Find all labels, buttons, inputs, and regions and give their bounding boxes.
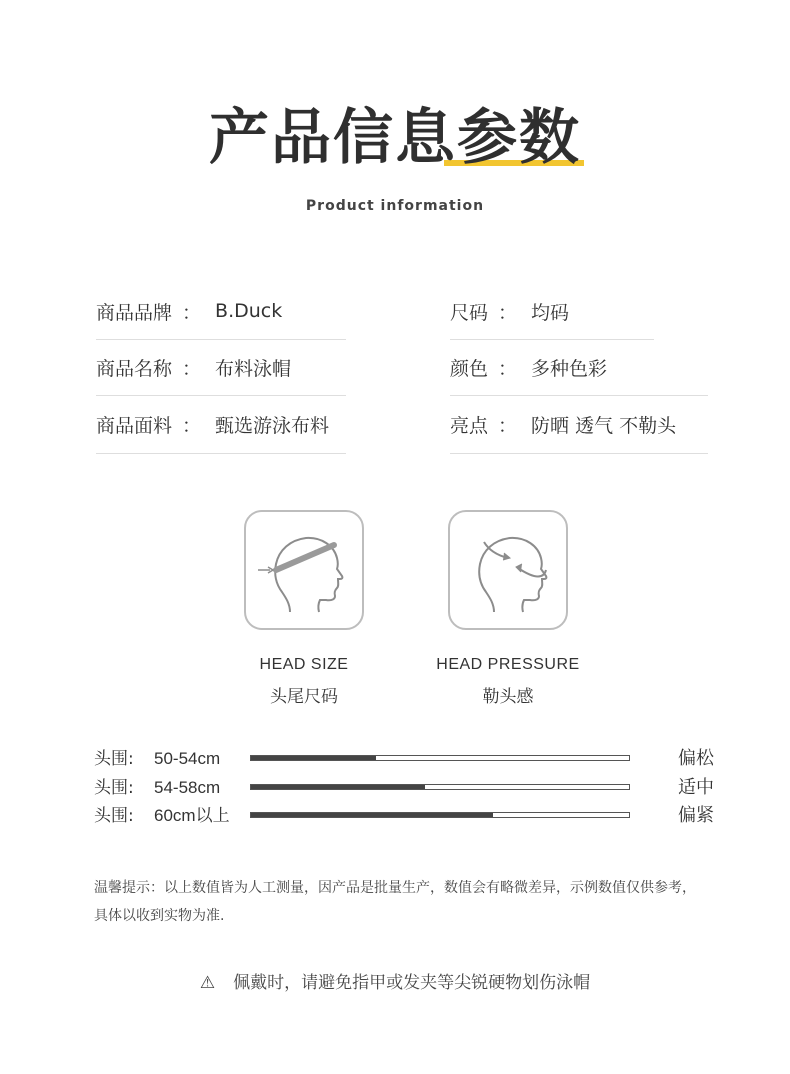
warning-triangle-icon: ⚠ xyxy=(199,973,216,993)
page-subtitle: Product information xyxy=(305,198,485,214)
info-key: 商品名称 xyxy=(96,357,173,380)
info-row-size xyxy=(450,283,654,340)
info-key: 商品品牌 xyxy=(96,301,173,324)
fit-label: 适中 xyxy=(678,777,714,798)
size-key: 头围: xyxy=(94,806,134,826)
info-key: 商品面料 xyxy=(96,414,173,437)
size-key: 头围: xyxy=(94,749,134,769)
info-colon: ： xyxy=(182,414,202,437)
info-key: 尺码 xyxy=(450,301,489,324)
size-row xyxy=(94,803,714,829)
info-value: 均码 xyxy=(531,301,570,324)
info-value: 防晒 透气 不勒头 xyxy=(531,414,677,437)
fit-label: 偏松 xyxy=(678,748,714,769)
info-colon: ： xyxy=(498,414,518,437)
info-colon: ： xyxy=(498,301,518,324)
fit-bar-fill xyxy=(251,785,425,789)
head-size-icon xyxy=(244,510,364,630)
info-key: 颜色 xyxy=(450,357,489,380)
tip-note: 温馨提示：以上数值皆为人工测量，因产品是批量生产，数值会有略微差异，示例数值仅供参考，具体以收到实物为准. xyxy=(94,880,696,924)
size-row xyxy=(94,775,714,801)
info-colon: ： xyxy=(498,357,518,380)
fit-bar xyxy=(250,784,630,790)
size-range: 54-58cm xyxy=(154,778,221,797)
page-title: 产品信息参数 xyxy=(209,103,581,173)
info-row-brand xyxy=(96,283,346,340)
info-row-fabric xyxy=(96,395,346,454)
size-range: 50-54cm xyxy=(154,749,221,768)
info-value: 多种色彩 xyxy=(531,357,608,380)
fit-bar-fill xyxy=(251,813,493,817)
head-pressure-icon xyxy=(448,510,568,630)
warning-line xyxy=(0,968,790,993)
head-size-label-cn: 头尾尺码 xyxy=(270,687,338,707)
info-value: B.Duck xyxy=(215,300,283,322)
info-colon: ： xyxy=(182,357,202,380)
info-value: 布料泳帽 xyxy=(215,357,292,380)
size-key: 头围: xyxy=(94,778,134,798)
fit-bar xyxy=(250,812,630,818)
head-size-label-en: HEAD SIZE xyxy=(259,656,349,673)
info-value: 甄选游泳布料 xyxy=(215,414,330,437)
size-range: 60cm以上 xyxy=(154,806,230,825)
warning-text: 佩戴时，请避免指甲或发夹等尖锐硬物划伤泳帽 xyxy=(233,973,591,993)
info-row-name xyxy=(96,339,346,396)
size-row xyxy=(94,746,714,772)
info-colon: ： xyxy=(182,301,202,324)
fit-label: 偏紧 xyxy=(678,805,714,826)
title-container xyxy=(0,100,790,176)
head-pressure-label-cn: 勒头感 xyxy=(482,687,534,707)
info-row-highlight xyxy=(450,395,708,454)
fit-bar xyxy=(250,755,630,761)
info-key: 亮点 xyxy=(450,414,489,437)
fit-bar-fill xyxy=(251,756,376,760)
head-pressure-label-en: HEAD PRESSURE xyxy=(436,656,580,673)
info-row-color xyxy=(450,339,708,396)
